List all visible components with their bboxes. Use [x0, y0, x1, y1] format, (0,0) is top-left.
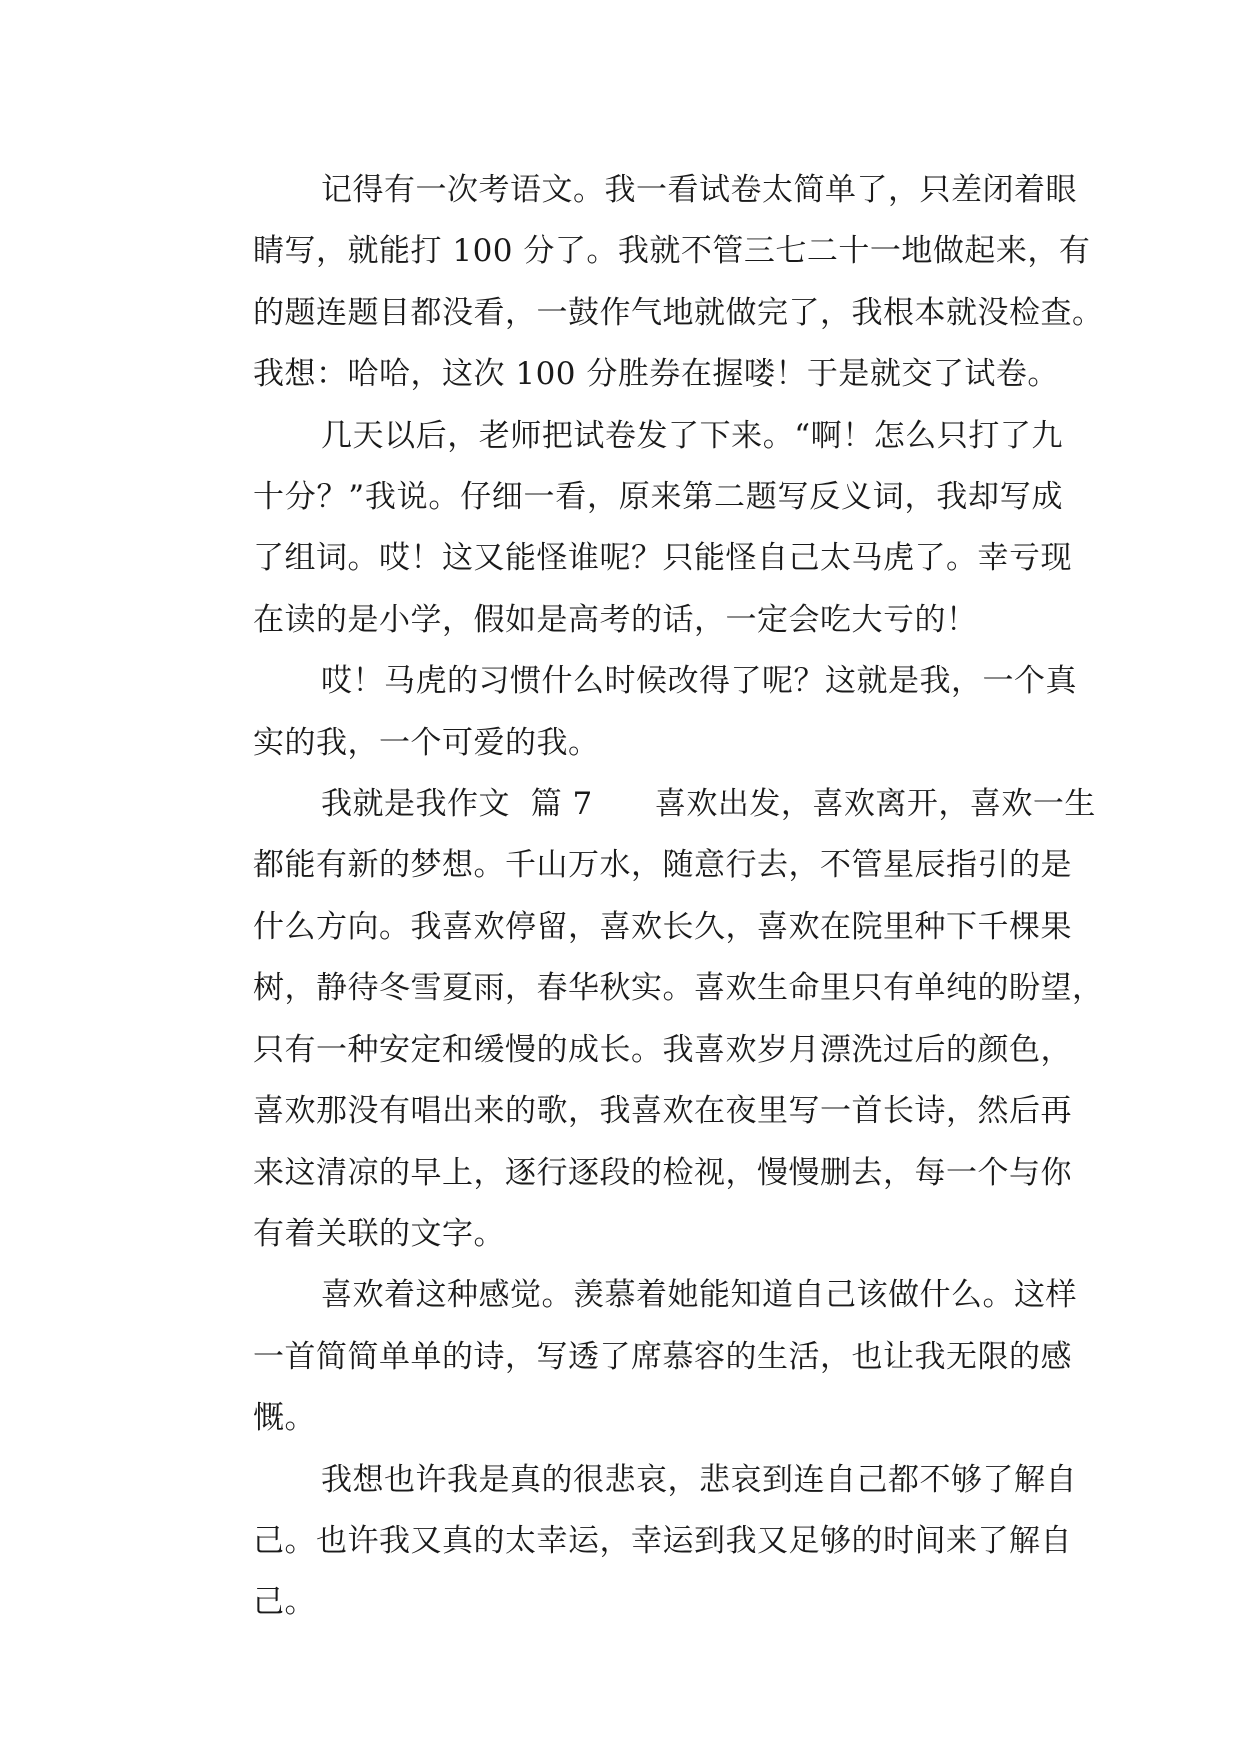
text-line: 我就是我作文 篇 7 喜欢出发，喜欢离开，喜欢一生 — [321, 786, 1096, 823]
text-line: 我想：哈哈，这次 100 分胜券在握喽！于是就交了试卷。 — [253, 356, 1059, 393]
text-line: 喜欢着这种感觉。羡慕着她能知道自己该做什么。这样 — [321, 1277, 1077, 1314]
text-line: 树，静待冬雪夏雨，春华秋实。喜欢生命里只有单纯的盼望， — [253, 970, 1104, 1007]
text-line: 己。 — [253, 1584, 316, 1621]
text-line: 的题连题目都没看，一鼓作气地就做完了，我根本就没检查。 — [253, 294, 1104, 331]
text-line: 什么方向。我喜欢停留，喜欢长久，喜欢在院里种下千棵果 — [253, 908, 1072, 945]
text-line: 在读的是小学，假如是高考的话，一定会吃大亏的！ — [253, 601, 978, 638]
text-line: 十分？”我说。仔细一看，原来第二题写反义词，我却写成 — [253, 479, 1063, 516]
text-line: 只有一种安定和缓慢的成长。我喜欢岁月漂洗过后的颜色， — [253, 1031, 1072, 1068]
text-line: 了组词。哎！这又能怪谁呢？只能怪自己太马虎了。幸亏现 — [253, 540, 1072, 577]
text-line: 慨。 — [253, 1400, 316, 1437]
text-line: 几天以后，老师把试卷发了下来。“啊！怎么只打了九 — [321, 417, 1063, 454]
text-line: 实的我，一个可爱的我。 — [253, 724, 600, 761]
text-line: 都能有新的梦想。千山万水，随意行去，不管星辰指引的是 — [253, 847, 1072, 884]
text-line: 来这清凉的早上，逐行逐段的检视，慢慢删去，每一个与你 — [253, 1154, 1072, 1191]
text-line: 己。也许我又真的太幸运，幸运到我又足够的时间来了解自 — [253, 1522, 1072, 1559]
text-line: 哎！马虎的习惯什么时候改得了呢？这就是我，一个真 — [321, 663, 1077, 700]
text-line: 记得有一次考语文。我一看试卷太简单了，只差闭着眼 — [321, 172, 1077, 208]
text-line: 我想也许我是真的很悲哀，悲哀到连自己都不够了解自 — [321, 1461, 1077, 1498]
paragraph-6 — [191, 1450, 1077, 1634]
paragraph-1 — [191, 160, 1104, 406]
paragraph-5 — [191, 1265, 1077, 1449]
paragraph-4 — [191, 774, 1104, 1265]
text-line: 喜欢那没有唱出来的歌，我喜欢在夜里写一首长诗，然后再 — [253, 1093, 1072, 1130]
document-body — [191, 160, 1104, 1634]
text-line: 有着关联的文字。 — [253, 1215, 505, 1252]
paragraph-3 — [191, 651, 1077, 774]
paragraph-2 — [191, 406, 1072, 652]
text-line: 一首简简单单的诗，写透了席慕容的生活，也让我无限的感 — [253, 1338, 1072, 1375]
text-line: 睛写，就能打 100 分了。我就不管三七二十一地做起来，有 — [253, 233, 1091, 270]
